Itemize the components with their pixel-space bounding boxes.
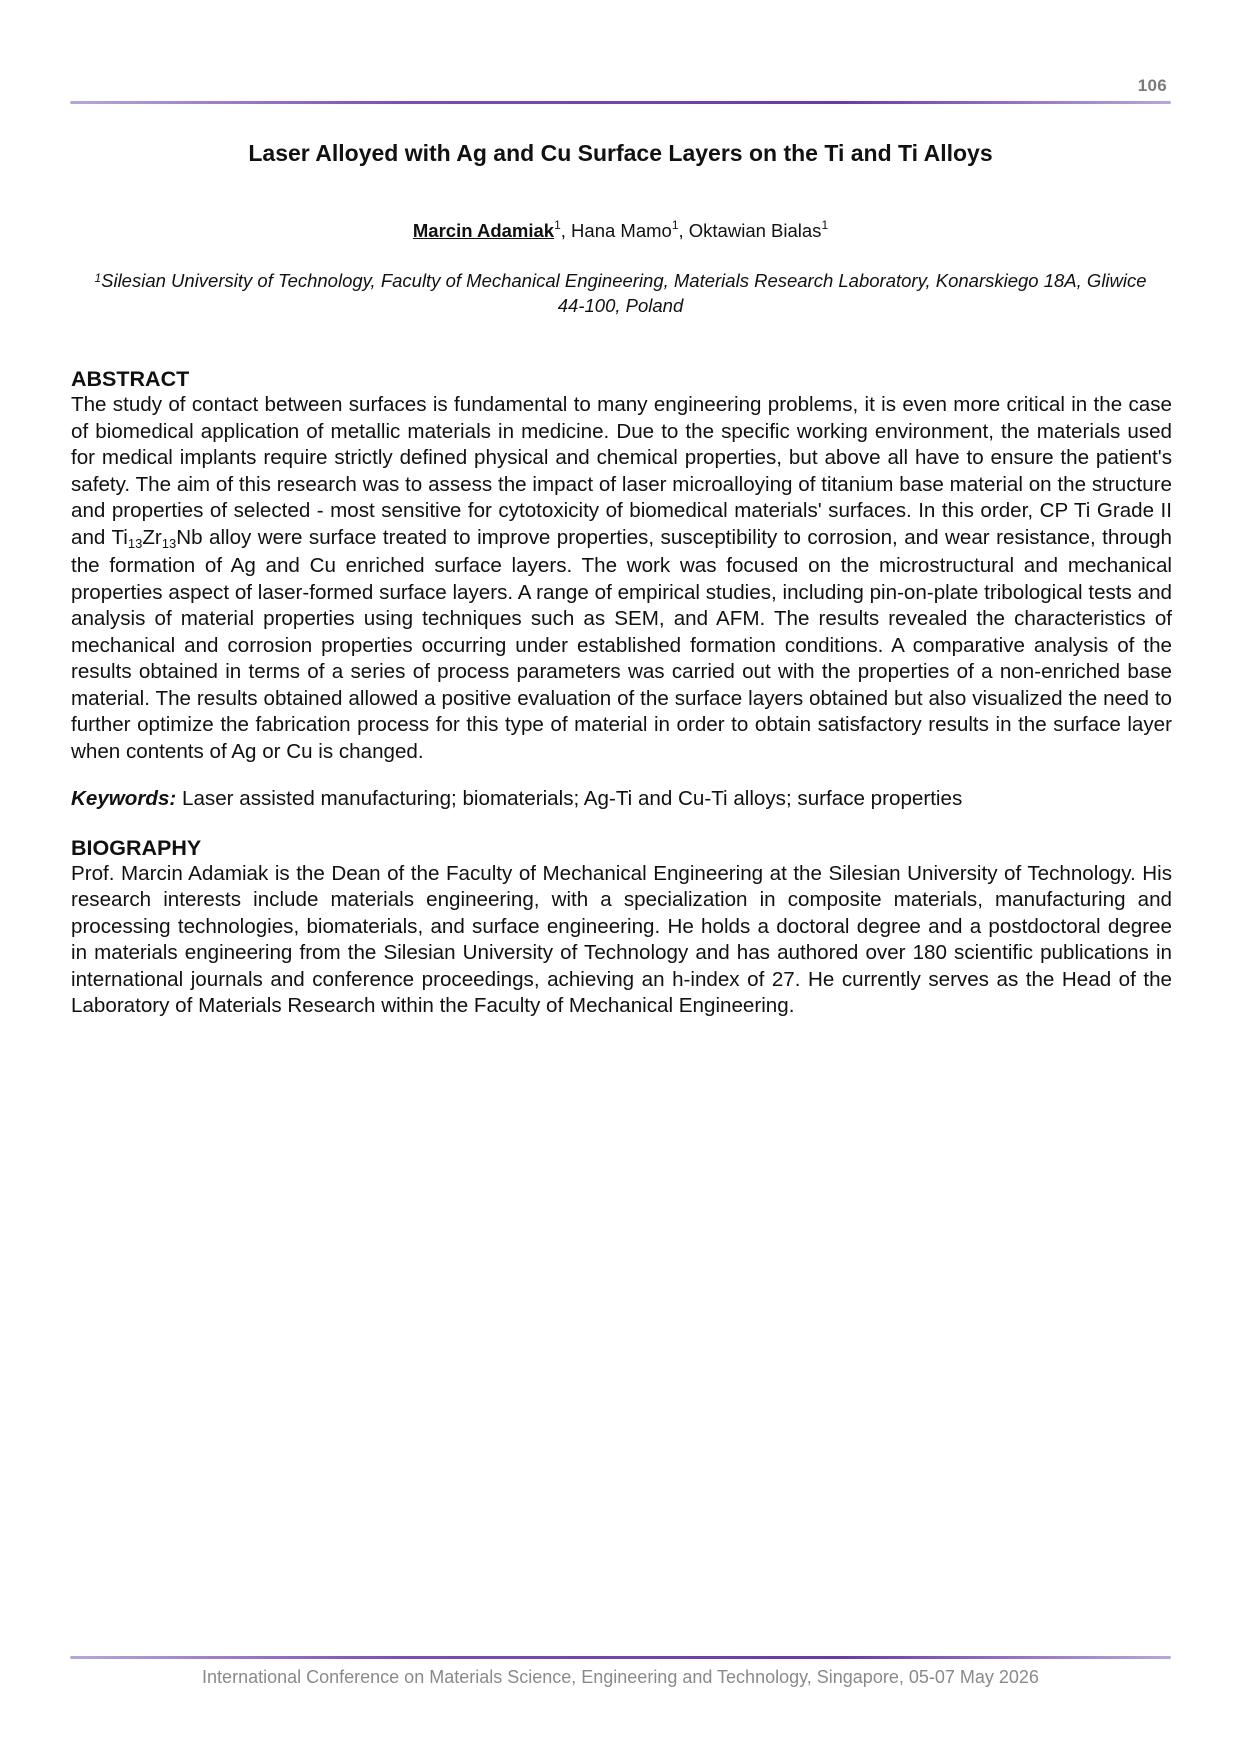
paper-title: Laser Alloyed with Ag and Cu Surface Layers on the Ti and Ti Alloys [248,140,993,166]
page-number: 106 [1137,76,1167,95]
author-separator: , [560,220,572,241]
abstract-paragraph [71,392,1172,765]
author-separator: , [678,220,689,241]
keywords [71,786,1172,813]
affiliation-text: Silesian University of Technology, Faculty of Mechanical Engineering, Materials Research Laboratory, Konarskiego 18A, Gliwice 44-100, Poland [101,270,1147,316]
author-list [70,220,1171,242]
header-rule [70,101,1171,104]
affiliation [80,268,1161,318]
author-affiliation-mark: 1 [554,218,561,232]
affiliation-mark: 1 [94,271,102,285]
author-name: Oktawian Bialas [688,220,822,241]
subscript: 13 [127,535,143,551]
footer-text: International Conference on Materials Science, Engineering and Technology, Singapore, 05-07 May 2026 [202,1667,1039,1687]
biography-paragraph: Prof. Marcin Adamiak is the Dean of the Faculty of Mechanical Engineering at the Silesian University of Technology. His research interests include materials engineering, with a specialization in composite materials, manufacturing and processing technologies, biomaterials, and surface engineering. He holds a doctoral degree and a postdoctoral degree in materials engineering from the Silesian University of Technology and has authored over 180 scientific publications in international journals and conference proceedings, achieving an h-index of 27. He currently serves as the Head of the Laboratory of Materials Research within the Faculty of Mechanical Engineering. [71,861,1172,1017]
author-affiliation-mark: 1 [671,218,679,232]
keywords-text: Laser assisted manufacturing; biomaterials; Ag-Ti and Cu-Ti alloys; surface properties [176,787,963,810]
main-content [71,366,1172,1020]
abstract-heading: ABSTRACT [71,367,190,391]
author-name: Hana Mamo [571,220,672,241]
keywords-label: Keywords: [71,787,177,810]
subscript: 13 [161,535,177,551]
author-presenter: Marcin Adamiak [412,220,555,241]
biography-heading: BIOGRAPHY [71,835,202,860]
footer-rule [70,1656,1171,1659]
author-affiliation-mark: 1 [821,218,829,232]
abstract-text: The study of contact between surfaces is fundamental to many engineering problems, it is even more critical in the case of biomedical application of metallic materials in medicine. Due to the specific working environment, the materials used for medical implants require strictly defined physical and chemical properties, but above all have to ensure the patient's safety. The aim of this research was to assess the impact of laser microalloying of titanium base material on the structure and properties of selected - most sensitive for cytotoxicity of biomedical materials' surfaces. In this order, CP Ti Grade II and Ti [71,393,1172,549]
abstract-text: Nb alloy were surface treated to improve properties, susceptibility to corrosion, and wear resistance, through the formation of Ag and Cu enriched surface layers. The work was focused on the microstructural and mechanical properties aspect of laser-formed surface layers. A range of empirical studies, including pin-on-plate tribological tests and analysis of material properties using techniques such as SEM, and AFM. The results revealed the characteristics of mechanical and corrosion properties occurring under established formation conditions. A comparative analysis of the results obtained in terms of a series of process parameters was carried out with the properties of a non-enriched base material. The results obtained allowed a positive evaluation of the surface layers obtained but also visualized the need to further optimize the fabrication process for this type of material in order to obtain satisfactory results in the surface layer when contents of Ag or Cu is changed. [71,525,1172,763]
abstract-text: Zr [142,525,162,549]
